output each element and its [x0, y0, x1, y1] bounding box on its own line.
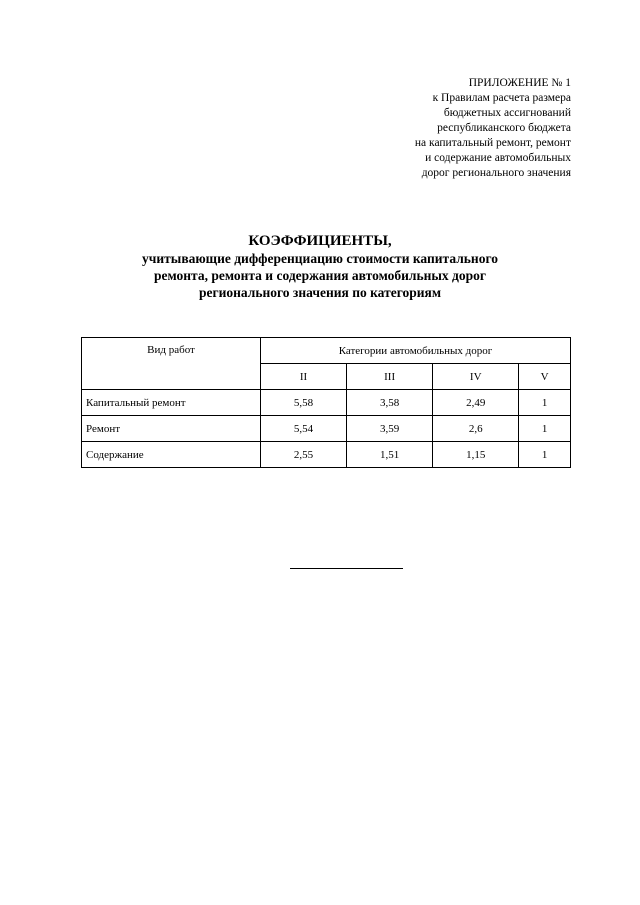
appendix-line: к Правилам расчета размера	[432, 92, 571, 104]
appendix-line: и содержание автомобильных	[425, 152, 571, 164]
table-cell: 1,15	[433, 442, 519, 468]
appendix-line: ПРИЛОЖЕНИЕ № 1	[468, 77, 571, 89]
table-cell: 2,55	[261, 442, 347, 468]
table-row	[82, 390, 571, 416]
table-cell: 1	[519, 442, 571, 468]
table-row	[82, 442, 571, 468]
table-cell: 1,51	[347, 442, 433, 468]
categories-header: Категории автомобильных дорог	[261, 338, 571, 364]
table-cell: 1	[519, 390, 571, 416]
end-rule-divider	[290, 568, 403, 569]
category-header: III	[347, 364, 433, 390]
table-cell: 2,49	[433, 390, 519, 416]
category-header: II	[261, 364, 347, 390]
table-cell: 3,58	[347, 390, 433, 416]
table-cell: 5,58	[261, 390, 347, 416]
title-main: КОЭФФИЦИЕНТЫ,	[248, 233, 392, 249]
title-subtitle-line: регионального значения по категориям	[198, 285, 442, 300]
appendix-line: республиканского бюджета	[437, 122, 571, 134]
table-cell: 1	[519, 416, 571, 442]
row-label: Содержание	[82, 442, 261, 468]
appendix-line: бюджетных ассигнований	[443, 107, 571, 119]
category-header: IV	[433, 364, 519, 390]
row-label: Ремонт	[82, 416, 261, 442]
work-type-header: Вид работ	[82, 338, 261, 390]
appendix-line: на капитальный ремонт, ремонт	[414, 137, 571, 149]
appendix-line: дорог регионального значения	[421, 167, 571, 179]
document-title	[0, 232, 640, 301]
table-header-row	[82, 338, 571, 364]
title-subtitle-line: ремонта, ремонта и содержания автомобильных дорог	[154, 268, 486, 283]
coefficients-table	[81, 337, 571, 468]
table-cell: 3,59	[347, 416, 433, 442]
row-label: Капитальный ремонт	[82, 390, 261, 416]
title-subtitle-line: учитывающие дифференциацию стоимости капитального	[142, 251, 498, 266]
table-cell: 2,6	[433, 416, 519, 442]
appendix-header	[311, 76, 571, 181]
table-cell: 5,54	[261, 416, 347, 442]
category-header: V	[519, 364, 571, 390]
table-row	[82, 416, 571, 442]
